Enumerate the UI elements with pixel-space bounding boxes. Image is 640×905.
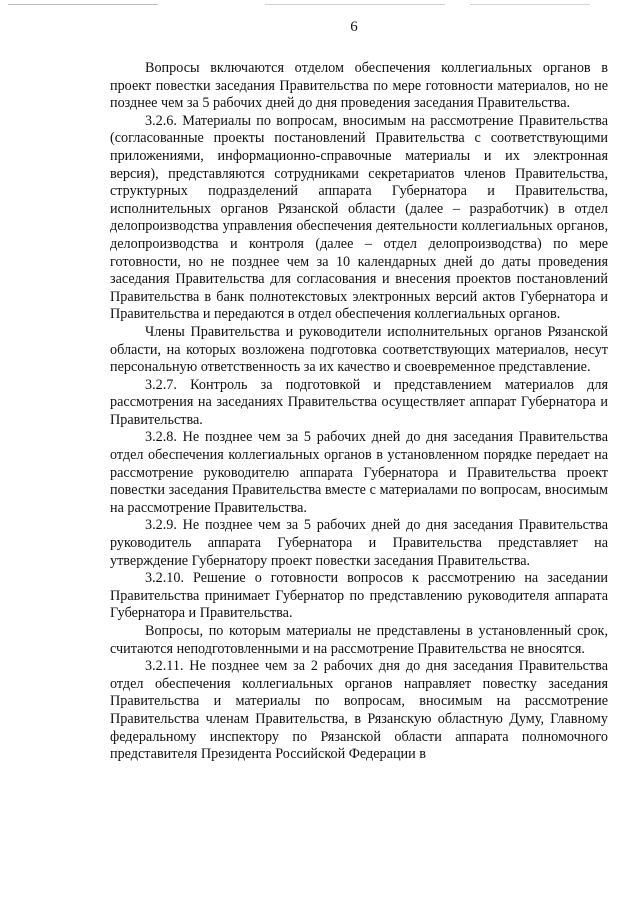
paragraph-3-2-8: 3.2.8. Не позднее чем за 5 рабочих дней до дня заседания Правительства отдел обеспечения коллегиальных органов в установленном порядке передает на рассмотрение руководителю аппарата Губернатора и Правительства проект повестки заседания Правительства вместе с материалами по вопросам, вносимым на рассмотрение Правительства.	[110, 429, 608, 516]
scan-artifact-line	[265, 4, 445, 5]
paragraph-3-2-11: 3.2.11. Не позднее чем за 2 рабочих дня до дня заседания Правительства отдел обеспечения коллегиальных органов направляет повестку заседания Правительства и материалы по вопросам, вносимым на рассмотрение Правительства членам Правительства, в Рязанскую областную Думу, Главному федеральному инспектору по Рязанской области аппарата полномочного представителя Президента Российской Федерации в	[110, 658, 608, 763]
page-number: 6	[350, 19, 358, 35]
paragraph: Вопросы, по которым материалы не представлены в установленный срок, считаются неподготовленными и на рассмотрение Правительства не вносятся.	[110, 623, 608, 657]
paragraph-3-2-6: 3.2.6. Материалы по вопросам, вносимым на рассмотрение Правительства (согласованные проекты постановлений Правительства с соответствующими приложениями, информационно-справочные материалы и их электронная версия), представляются сотрудниками секретариатов членов Правительства, структурных подразделений аппарата Губернатора и Правительства, исполнительных органов Рязанской области (далее – разработчик) в отдел делопроизводства управления обеспечения деятельности коллегиальных органов, делопроизводства и контроля (далее – отдел делопроизводства) по мере готовности, но не позднее чем за 10 календарных дней до даты проведения заседания Правительства для согласования и внесения проектов постановлений Правительства в банк полнотекстовых электронных версий актов Губернатора и Правительства и передаются в отдел обеспечения коллегиальных органов.	[110, 112, 608, 323]
paragraph-3-2-10: 3.2.10. Решение о готовности вопросов к рассмотрению на заседании Правительства принимает Губернатор по представлению руководителя аппарата Губернатора и Правительства.	[110, 570, 608, 622]
body-text	[110, 60, 608, 764]
scan-artifact-line	[470, 4, 590, 5]
scan-artifact-line	[8, 4, 158, 5]
paragraph: Члены Правительства и руководители исполнительных органов Рязанской области, на которых возложена подготовка соответствующих материалов, несут персональную ответственность за их качество и своевременное представление.	[110, 323, 608, 376]
paragraph-3-2-7: 3.2.7. Контроль за подготовкой и представлением материалов для рассмотрения на заседаниях Правительства осуществляет аппарат Губернатора и Правительства.	[110, 376, 608, 428]
paragraph: Вопросы включаются отделом обеспечения коллегиальных органов в проект повестки заседания Правительства по мере готовности материалов, но не позднее чем за 5 рабочих дней до дня проведения заседания Правительства.	[110, 60, 608, 112]
paragraph-3-2-9: 3.2.9. Не позднее чем за 5 рабочих дней до дня заседания Правительства руководитель аппарата Губернатора и Правительства представляет на утверждение Губернатору проект повестки заседания Правительства.	[110, 517, 608, 569]
